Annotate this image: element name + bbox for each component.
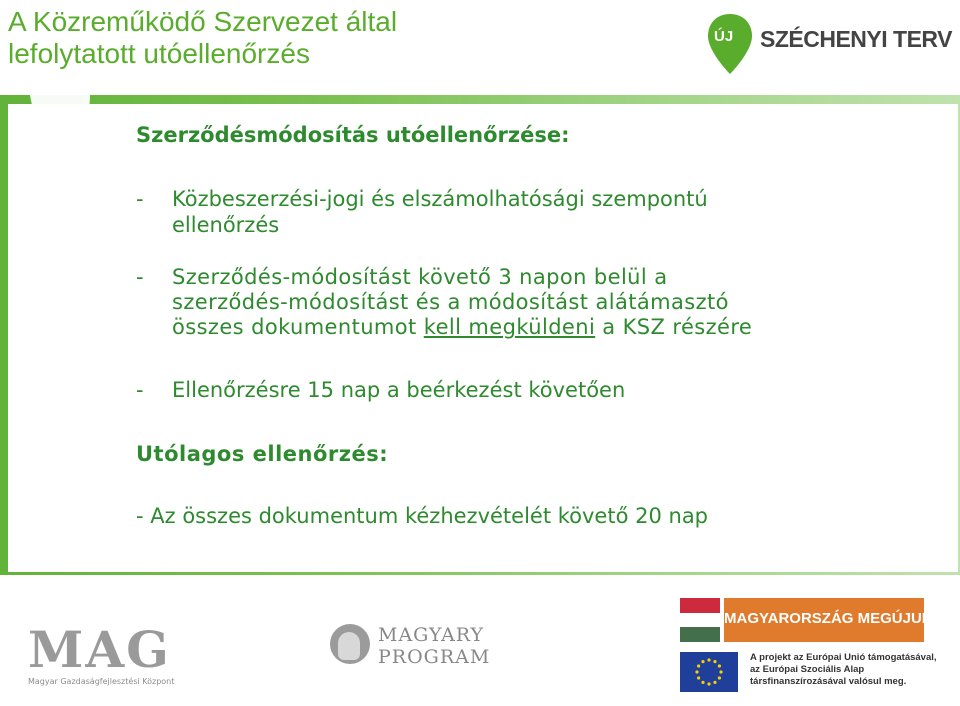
title-line-1: A Közreműködő Szervezet által [8, 6, 398, 37]
heading-contract-modification: Szerződésmódosítás utóellenőrzése: [136, 123, 570, 147]
mag-logo [28, 620, 188, 692]
bullet-1-line-2: ellenőrzés [172, 213, 280, 237]
slide-title [8, 6, 568, 70]
bullet-dash: - [136, 187, 144, 211]
brand-name: SZÉCHENYI TERV [760, 26, 952, 52]
bullet-item-1 [136, 186, 916, 238]
magyary-line-2: PROGRAM [378, 646, 491, 668]
mag-logo-text: MAG [28, 620, 171, 679]
magyary-line-1: MAGYARY [378, 624, 485, 646]
eu-flag-icon [680, 652, 738, 692]
bullet-3-line-1: Ellenőrzésre 15 nap a beérkezést követően [172, 378, 626, 402]
mm-label: MAGYARORSZÁG MEGÚJUL [724, 610, 931, 627]
heading-post-review: Utólagos ellenőrzés: [136, 442, 389, 466]
szechenyi-terv-logo [706, 8, 952, 80]
bullet-2-line-3 [172, 315, 916, 340]
bullet-2-line-3-post: a KSZ részére [595, 315, 753, 339]
bullet-2-line-2: szerződés-módosítást és a módosítást alátámasztó [172, 290, 729, 314]
title-line-2: lefolytatott utóellenőrzés [8, 38, 310, 69]
mag-subtitle: Magyar Gazdaságfejlesztési Központ [28, 677, 175, 686]
bullet-dash: - [136, 265, 144, 289]
bullet-dash: - [136, 378, 144, 402]
eu-line-2: az Európai Szociális Alap [750, 664, 865, 675]
magyarorszag-megujul-logo [680, 598, 931, 642]
bullet-1-line-1: Közbeszerzési-jogi és elszámolhatósági szempontú [172, 187, 708, 211]
slide-content [136, 122, 916, 529]
eu-line-3: társfinanszírozásával valósul meg. [750, 676, 907, 687]
bullet-2-line-1: Szerződés-módosítást követő 3 napon belül a [172, 265, 668, 289]
eu-funding-notice [750, 652, 937, 688]
bullet-2-underlined-text: kell megküldeni [423, 315, 596, 339]
brand-uj-label: ÚJ [714, 28, 734, 45]
bullet-item-2 [136, 265, 916, 340]
bullet-item-4 [136, 503, 916, 529]
portrait-icon [330, 624, 370, 664]
bullet-2-line-3-pre: összes dokumentumot [172, 315, 424, 339]
bullet-item-3 [136, 377, 916, 403]
bullet-4-line-1: - Az összes dokumentum kézhezvételét követő 20 nap [136, 504, 709, 528]
eu-line-1: A projekt az Európai Unió támogatásával, [750, 652, 937, 663]
magyary-program-logo [330, 622, 510, 670]
hungarian-flag-icon [680, 598, 720, 642]
